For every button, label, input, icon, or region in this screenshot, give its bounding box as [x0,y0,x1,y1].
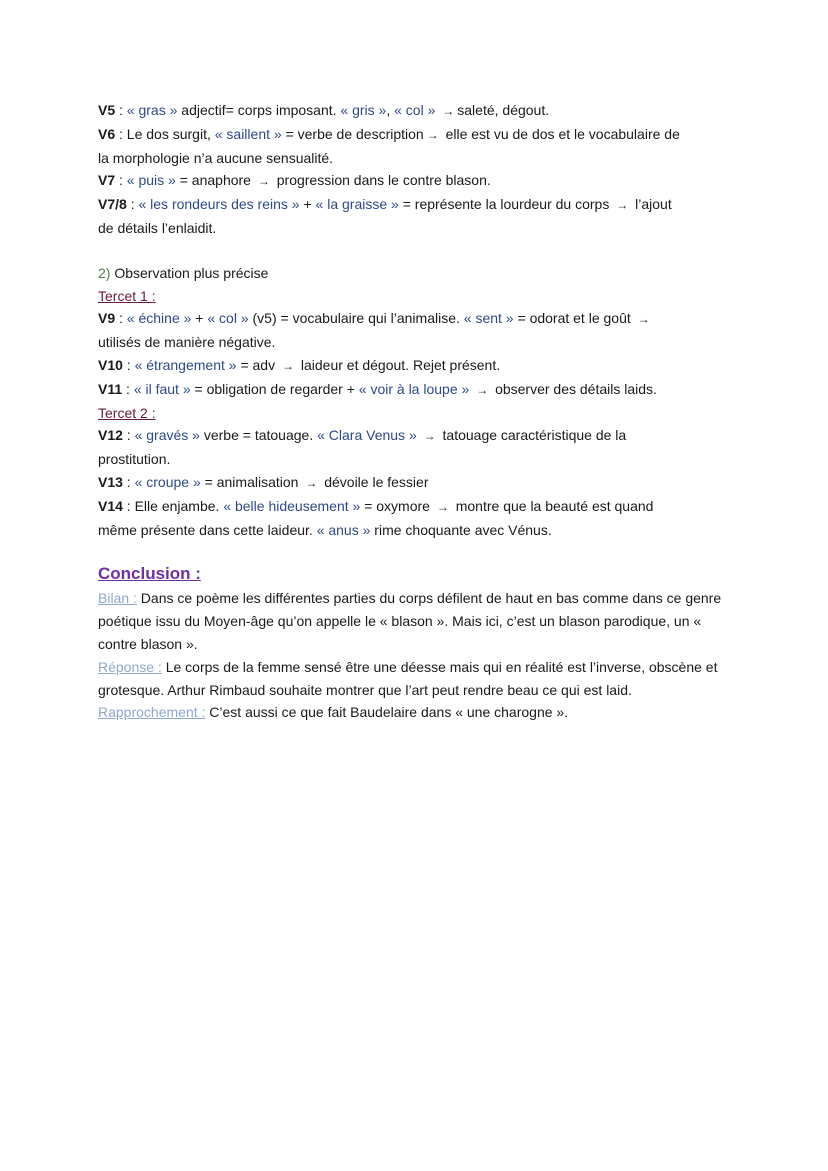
quote: « Clara Venus » [317,427,417,444]
verse-note-v9-cont: utilisés de manière négative. [98,334,276,351]
arrow-icon: → [436,499,449,514]
verse-tag: V6 [98,125,116,142]
quote: « sent » [463,310,514,327]
conclusion-bilan: Bilan : Dans ce poème les différentes parties du corps défilent de haut en bas comme dans ce genre poétique issu du Moyen-âge qu’on appelle le « blason ». Mais ici, c’est un blason parodique, un « contre blason ». [98,590,722,652]
document-page [98,99,738,724]
quote: « saillent » [214,125,282,142]
verse-note-v9: V9 : « échine » + « col » (v5) = vocabulaire qui l’animalise. « sent » = odorat et le goût → [98,307,738,331]
verse-tag: V10 [98,356,123,373]
quote: « étrangement » [134,356,237,373]
quote: « la graisse » [315,196,399,213]
verse-tag: V9 [98,310,116,327]
arrow-icon: → [257,174,270,189]
arrow-icon: → [616,198,629,213]
quote: « les rondeurs des reins » [138,196,300,213]
arrow-icon: → [426,127,439,142]
verse-tag: V5 [98,102,116,118]
quote: « il faut » [133,380,191,397]
bilan-label: Bilan : [98,590,137,607]
reponse-label: Réponse : [98,658,162,675]
quote: « voir à la loupe » [358,380,470,397]
arrow-icon: → [423,429,436,444]
verse-tag: V14 [98,497,123,514]
verse-note-v6-cont: la morphologie n’a aucune sensualité. [98,149,334,166]
verse-note-v14: V14 : Elle enjambe. « belle hideusement » = oxymore → montre que la beauté est quand [98,495,738,519]
verse-note-v14-cont: même présente dans cette laideur. « anus » rime choquante avec Vénus. [98,521,552,538]
conclusion-heading: Conclusion : [98,564,201,584]
arrow-icon: → [476,382,489,397]
section-heading [98,262,738,285]
quote: « col » [394,102,436,118]
verse-note-v13: V13 : « croupe » = animalisation → dévoile le fessier [98,471,738,495]
arrow-icon: → [281,358,294,373]
quote: « col » [207,310,249,327]
tercet-2-heading: Tercet 2 : [98,404,156,421]
verse-tag: V13 [98,473,123,490]
verse-note-v12: V12 : « gravés » verbe = tatouage. « Clara Venus » → tatouage caractéristique de la [98,424,738,448]
verse-note-v5: V5 : « gras » adjectif= corps imposant. « gris », « col » → saleté, dégout. [98,99,738,123]
verse-tag: V7 [98,172,116,189]
quote: « anus » [316,521,371,538]
section-title: Observation plus précise [110,264,269,281]
verse-tag: V7/8 [98,196,127,213]
quote: « échine » [126,310,192,327]
verse-tag: V11 [98,380,123,397]
quote: « gras » [126,102,178,118]
verse-note-v7-8: V7/8 : « les rondeurs des reins » + « la graisse » = représente la lourdeur du corps → l’ajout [98,193,738,217]
verse-note-v7: V7 : « puis » = anaphore → progression dans le contre blason. [98,169,738,193]
verse-note-v7-8-cont: de détails l’enlaidit. [98,219,217,236]
verse-note-v11: V11 : « il faut » = obligation de regarder + « voir à la loupe » → observer des détails laids. [98,378,738,402]
quote: « gravés » [134,427,200,444]
quote: « croupe » [134,473,201,490]
rapprochement-label: Rapprochement : [98,704,206,721]
quote: « puis » [126,172,176,189]
arrow-icon: → [442,104,455,118]
verse-note-v10: V10 : « étrangement » = adv → laideur et dégout. Rejet présent. [98,354,738,378]
quote: « gris » [340,102,387,118]
verse-note-v12-cont: prostitution. [98,451,171,468]
arrow-icon: → [637,312,650,327]
quote: « belle hideusement » [223,497,361,514]
verse-note-v6: V6 : Le dos surgit, « saillent » = verbe de description → elle est vu de dos et le vocabulaire de [98,123,738,147]
arrow-icon: → [305,475,318,490]
conclusion-rapprochement: Rapprochement : C’est aussi ce que fait Baudelaire dans « une charogne ». [98,704,569,721]
conclusion-reponse: Réponse : Le corps de la femme sensé être une déesse mais qui en réalité est l’inverse, obscène et grotesque. Arthur Rimbaud souhaite montrer que l’art peut rendre beau ce qui est laid. [98,658,718,698]
verse-tag: V12 [98,427,123,444]
tercet-1-heading: Tercet 1 : [98,287,156,304]
section-number: 2) [98,264,111,281]
